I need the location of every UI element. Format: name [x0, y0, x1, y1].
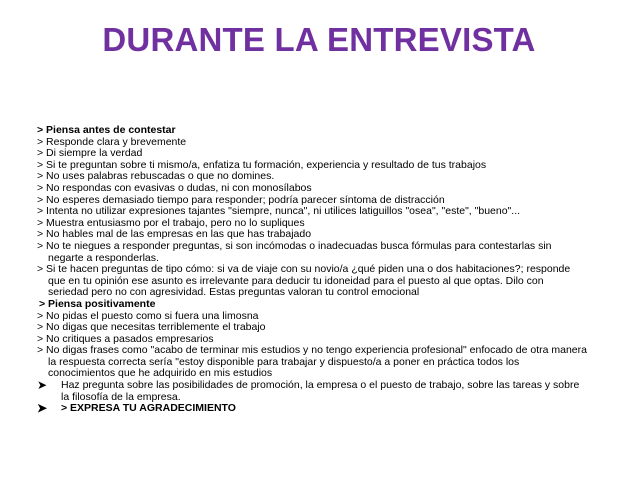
arrow-bullet-icon: ➤ [37, 401, 48, 416]
section-heading: > Piensa positivamente [39, 297, 156, 310]
list-item-continuation: la filosofía de la empresa. [61, 390, 181, 403]
list-item-continuation: seriedad pero no con agresividad. Estas preguntas valoran tu control emocional [48, 286, 420, 299]
list-item: > No pidas el puesto como si fuera una limosna [37, 309, 259, 322]
list-item-continuation: negarte a responderlas. [48, 251, 159, 264]
list-item: > Muestra entusiasmo por el trabajo, pero no lo supliques [37, 216, 305, 229]
arrow-list-item [5, 403, 617, 415]
list-item: > No critiques a pasados empresarios [37, 332, 214, 345]
list-item: > Responde clara y brevemente [37, 135, 187, 148]
list-item: > No respondas con evasivas o dudas, ni con monosílabos [37, 181, 312, 194]
list-item: > No esperes demasiado tiempo para responder; podría parecer síntoma de distracción [37, 193, 445, 206]
closing-statement: > EXPRESA TU AGRADECIMIENTO [61, 402, 236, 415]
list-item: > No hables mal de las empresas en las que has trabajado [37, 228, 312, 241]
list-item-text: Haz pregunta sobre las posibilidades de promoción, la empresa o el puesto de trabajo, sobre las tareas y sobre [61, 379, 580, 392]
list-item [37, 264, 617, 299]
list-item [37, 241, 617, 264]
page-title: DURANTE LA ENTREVISTA [102, 21, 536, 58]
list-item: > Si te preguntan sobre ti mismo/a, enfatiza tu formación, experiencia y resultado de tus trabajos [37, 158, 487, 171]
list-item: > Intenta no utilizar expresiones tajantes "siempre, nunca", ni utilices latiguillos "osea", "este", "bueno"... [37, 205, 521, 218]
arrow-bullet-icon: ➤ [37, 378, 48, 393]
list-item-text: > Si te hacen preguntas de tipo cómo: si va de viaje con su novio/a ¿qué piden una o dos habitaciones?; responde [37, 263, 571, 276]
list-item-continuation: que en tu opinión ese asunto es irrelevante para deducir tu idoneidad para el puesto al que optas. Dilo con [48, 274, 544, 287]
list-item-text: > No te niegues a responder preguntas, si son incómodas o inadecuadas busca fórmulas para contestarlas sin [37, 239, 552, 252]
list-item-continuation: conocimientos que he adquirido en mis estudios [48, 367, 273, 380]
content-list [37, 125, 617, 415]
list-item: > Piensa antes de contestar [37, 124, 176, 136]
list-item: > No uses palabras rebuscadas o que no domines. [37, 170, 275, 183]
list-item-continuation: la respuesta correcta sería "estoy disponible para trabajar y dispuesto/a a poner en práctica todos los [48, 355, 520, 368]
list-item: > No digas que necesitas terriblemente el trabajo [37, 321, 266, 334]
list-item-text: > No digas frases como "acabo de terminar mis estudios y no tengo experiencia profesional" enfocado de otra manera [37, 344, 587, 357]
list-item: > Di siempre la verdad [37, 147, 143, 160]
arrow-list-item [5, 380, 617, 403]
list-item [37, 345, 617, 380]
